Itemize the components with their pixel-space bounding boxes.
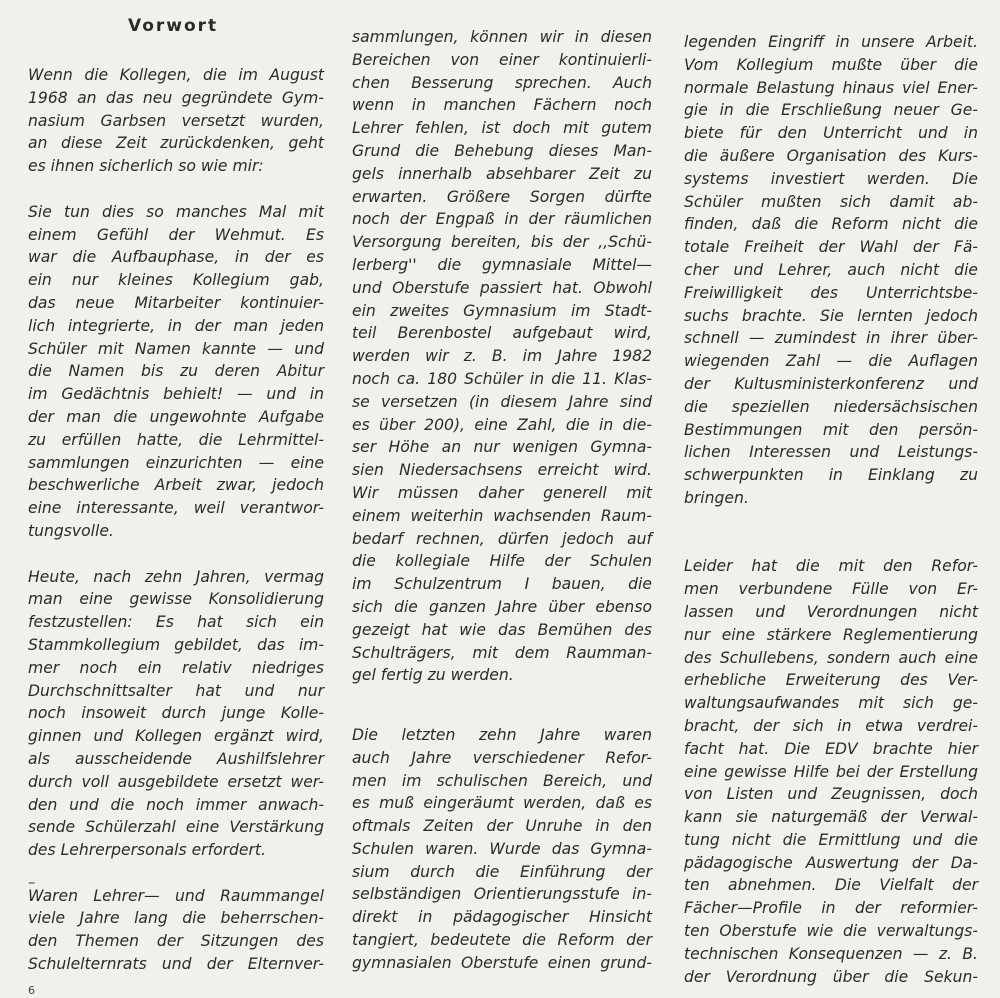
text-line: ginnen und Kollegen ergänzt wird, [28, 727, 324, 746]
text-line: bringen. [684, 488, 749, 507]
text-line: sich die ganzen Jahre über ebenso [352, 597, 652, 616]
text-line: war die Aufbauphase, in der es [28, 248, 324, 267]
text-line: finden, daß die Reform nicht die [684, 215, 978, 234]
text-line: systems investiert werden. Die [684, 169, 978, 188]
text-line: men verbundene Fülle von Er- [684, 580, 978, 599]
text-line: gel fertig zu werden. [352, 666, 514, 685]
col1-paragraph-1 [28, 64, 324, 178]
text-line: Leider hat die mit den Refor- [684, 557, 978, 576]
text-line: noch der Engpaß in der räumlichen [352, 210, 652, 229]
text-line: cher und Lehrer, auch nicht die [684, 260, 978, 279]
paragraph-gap [28, 543, 324, 566]
text-line: gezeigt hat wie das Bemühen des [352, 620, 652, 639]
text-line: der man die ungewohnte Aufgabe [28, 407, 324, 426]
page-number: 6 [28, 984, 35, 997]
text-line: zu erfüllen hatte, die Lehrmittel- [28, 430, 324, 449]
text-line: bracht, der sich in etwa verdrei- [684, 716, 978, 735]
text-line: wenn in manchen Fächern noch [352, 96, 652, 115]
text-line: den Themen der Sitzungen des [28, 932, 324, 951]
text-line: erhebliche Erweiterung des Ver- [684, 671, 978, 690]
text-line: Versorgung bereiten, bis der ,,Schü- [352, 233, 652, 252]
text-line: facht hat. Die EDV brachte hier [684, 739, 978, 758]
text-line: auch Jahre verschiedener Refor- [352, 748, 652, 767]
paragraph-gap [28, 862, 324, 885]
paragraph-gap [352, 710, 652, 724]
column-2 [352, 26, 652, 975]
text-line: 1968 an das neu gegründete Gym- [28, 88, 324, 107]
text-line: ten Oberstufe wie die verwaltungs- [684, 922, 978, 941]
text-line: und Oberstufe passiert hat. Obwohl [352, 278, 652, 297]
text-line: Schüler mit Namen kannte — und [28, 339, 324, 358]
text-line: lassen und Verordnungen nicht [684, 602, 978, 621]
text-line: normale Belastung hinaus viel Ener- [684, 78, 978, 97]
text-line: das neue Mitarbeiter kontinuier- [28, 293, 324, 312]
text-line: gie in die Erschließung neuer Ge- [684, 101, 978, 120]
text-line: des Lehrerpersonals erfordert. [28, 841, 266, 860]
text-line: man eine gewisse Konsolidierung [28, 590, 324, 609]
text-line: Schulträgers, mit dem Raumman- [352, 643, 652, 662]
text-line: men im schulischen Bereich, und [352, 771, 652, 790]
text-line: einem weiterhin wachsenden Raum- [352, 506, 652, 525]
text-line: sende Schülerzahl eine Verstärkung [28, 818, 324, 837]
text-line: waltungsaufwandes mit sich ge- [684, 694, 978, 713]
text-line: die äußere Organisation des Kurs- [684, 146, 978, 165]
text-line: selbständigen Orientierungsstufe in- [352, 885, 652, 904]
text-line: es ihnen sicherlich so wie mir: [28, 157, 264, 176]
text-line: totale Freiheit der Wahl der Fä- [684, 238, 978, 257]
paragraph-gap [684, 533, 978, 556]
text-line: eine interessante, weil verantwor- [28, 499, 324, 518]
text-line: chen Besserung sprechen. Auch [352, 73, 652, 92]
text-line: Wenn die Kollegen, die im August [28, 66, 324, 84]
text-line: einem Gefühl der Wehmut. Es [28, 225, 324, 244]
text-line: Fächer—Profile in der reformier- [684, 899, 978, 918]
text-line: pädagogische Auswertung der Da- [684, 853, 978, 872]
col3-paragraph-1 [684, 31, 978, 510]
text-line: lichen Interessen und Leistungs- [684, 443, 978, 462]
paragraph-gap [28, 178, 324, 201]
text-line: Schulelternrats und der Elternver- [28, 955, 324, 974]
text-line: sien Niedersachsens erreicht wird. [352, 461, 652, 480]
text-line: beschwerliche Arbeit zwar, jedoch [28, 476, 324, 495]
text-line: se versetzen (in diesem Jahre sind [352, 392, 652, 411]
text-line: der Verordnung über die Sekun- [684, 967, 978, 986]
text-line: ein zweites Gymnasium im Stadt- [352, 301, 652, 320]
text-line: bedarf rechnen, dürfen jedoch auf [352, 529, 652, 548]
text-line: Sie tun dies so manches Mal mit [28, 202, 324, 221]
text-line: gymnasialen Oberstufe einen grund- [352, 953, 652, 972]
text-line: legenden Eingriff in unsere Arbeit. [684, 33, 978, 51]
text-line: Vom Kollegium mußte über die [684, 55, 978, 74]
text-line: festzustellen: Es hat sich ein [28, 613, 324, 632]
text-line: sammlungen einzurichten — eine [28, 453, 324, 472]
text-line: des Schullebens, sondern auch eine [684, 648, 978, 667]
text-line: es muß eingeräumt werden, daß es [352, 794, 652, 813]
text-line: sium durch die Einführung der [352, 862, 652, 881]
separator-dash: – [28, 873, 36, 891]
text-line: ein nur kleines Kollegium gab, [28, 271, 324, 290]
text-line: schnell — zumindest in ihrer über- [684, 329, 978, 348]
text-line: technischen Konsequenzen — z. B. [684, 944, 978, 963]
paragraph-gap [352, 687, 652, 710]
text-line: Stammkollegium gebildet, das im- [28, 635, 324, 654]
text-line: Schüler mußten sich damit ab- [684, 192, 978, 211]
text-line: von Listen und Zeugnissen, doch [684, 785, 978, 804]
text-line: im Schulzentrum I bauen, die [352, 575, 652, 594]
heading-vorwort: Vorwort [128, 16, 219, 36]
col1-paragraph-3 [28, 566, 324, 862]
text-line: biete für den Unterricht und in [684, 124, 978, 143]
text-line: Grund die Behebung dieses Man- [352, 141, 652, 160]
col1-paragraph-4 [28, 885, 324, 976]
text-line: Lehrer fehlen, ist doch mit gutem [352, 119, 652, 138]
text-line: sammlungen, können wir in diesen [352, 28, 652, 46]
text-line: lich integrierte, in der man jeden [28, 316, 324, 335]
text-line: Heute, nach zehn Jahren, vermag [28, 567, 324, 586]
text-line: den und die noch immer anwach- [28, 795, 324, 814]
text-line: durch voll ausgebildete ersetzt wer- [28, 772, 324, 791]
text-line: wiegenden Zahl — die Auflagen [684, 352, 978, 371]
text-line: tungsvolle. [28, 521, 114, 540]
col3-paragraph-2 [684, 555, 978, 988]
text-line: werden wir z. B. im Jahre 1982 [352, 347, 652, 366]
column-1 [28, 64, 324, 976]
text-line: die Namen bis zu deren Abitur [28, 362, 324, 381]
text-line: an diese Zeit zurückdenken, geht [28, 134, 324, 153]
text-line: schwerpunkten in Einklang zu [684, 466, 978, 485]
text-line: im Gedächtnis behielt! — und in [28, 385, 324, 404]
text-line: direkt in pädagogischer Hinsicht [352, 908, 652, 927]
text-line: Bereichen von einer kontinuierli- [352, 50, 652, 69]
text-line: Durchschnittsalter hat und nur [28, 681, 324, 700]
text-line: ten abnehmen. Die Vielfalt der [684, 876, 978, 895]
text-line: Waren Lehrer— und Raummangel [28, 886, 324, 905]
text-line: Die letzten zehn Jahre waren [352, 725, 652, 744]
text-line: kann sie naturgemäß der Verwal- [684, 808, 978, 827]
text-line: teil Berenbostel aufgebaut wird, [352, 324, 652, 343]
text-line: lerberg'' die gymnasiale Mittel— [352, 255, 652, 274]
col1-paragraph-2 [28, 201, 324, 543]
text-line: nasium Garbsen versetzt wurden, [28, 111, 324, 130]
text-line: suchs brachte. Sie lernten jedoch [684, 306, 978, 325]
text-line: tung nicht die Ermittlung und die [684, 830, 978, 849]
text-line: der Kultusministerkonferenz und [684, 374, 978, 393]
column-3 [684, 31, 978, 988]
text-line: Schulen waren. Wurde das Gymna- [352, 839, 652, 858]
text-line: erwarten. Größere Sorgen dürfte [352, 187, 652, 206]
text-line: noch insoweit durch junge Kolle- [28, 704, 324, 723]
text-line: gels innerhalb absehbarer Zeit zu [352, 164, 652, 183]
text-line: die kollegiale Hilfe der Schulen [352, 552, 652, 571]
text-line: oftmals Zeiten der Unruhe in den [352, 817, 652, 836]
text-line: tangiert, bedeutete die Reform der [352, 931, 652, 950]
text-line: Bestimmungen mit den persön- [684, 420, 978, 439]
text-line: die speziellen niedersächsischen [684, 397, 978, 416]
paragraph-gap [684, 510, 978, 533]
text-line: eine gewisse Hilfe bei der Erstellung [684, 762, 978, 781]
text-line: es über 200), eine Zahl, die in die- [352, 415, 652, 434]
text-line: Wir müssen daher generell mit [352, 483, 652, 502]
col2-paragraph-1 [352, 26, 652, 687]
text-line: nur eine stärkere Reglementierung [684, 625, 978, 644]
text-line: viele Jahre lang die beherrschen- [28, 909, 324, 928]
text-line: ser Höhe an nur wenigen Gymna- [352, 438, 652, 457]
text-line: mer noch ein relativ niedriges [28, 658, 324, 677]
text-line: als ausscheidende Aushilfslehrer [28, 749, 324, 768]
text-line: Freiwilligkeit des Unterrichtsbe- [684, 283, 978, 302]
text-line: noch ca. 180 Schüler in die 11. Klas- [352, 369, 652, 388]
col2-paragraph-2 [352, 724, 652, 975]
